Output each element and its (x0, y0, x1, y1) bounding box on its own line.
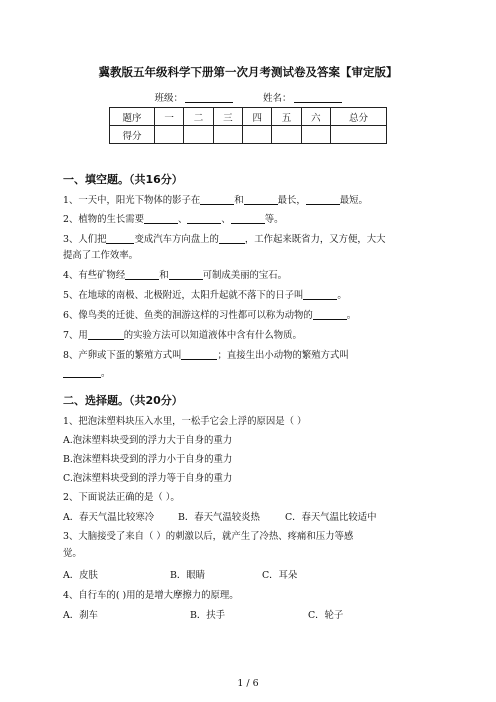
score-header-cell: 六 (301, 108, 330, 126)
name-field: 姓名： (263, 90, 342, 104)
choice-option-b[interactable]: B．扶手 (190, 610, 226, 621)
score-cell[interactable] (213, 126, 242, 144)
choice-option-b[interactable]: B.泡沫塑料块受到的浮力小于自身的重力 (63, 454, 233, 465)
choice-option-b[interactable]: B．眼睛 (170, 570, 206, 581)
choice-question-3: 3、大脑接受了来自（ ）的刺激以后，就产生了冷热、疼痛和压力等感 (63, 531, 354, 542)
score-cell[interactable] (243, 126, 272, 144)
score-header-cell: 五 (272, 108, 301, 126)
score-cell[interactable] (184, 126, 213, 144)
fill-question-1: 1、一天中，阳光下物体的影子在 和 最长， 最短。 (63, 195, 368, 206)
section-2-title: 二、选择题。（共20分） (63, 394, 183, 407)
score-header-cell: 三 (213, 108, 242, 126)
fill-question-5: 5、在地球的南极、北极附近，太阳升起就不落下的日子叫 。 (63, 290, 347, 301)
score-header-cell: 一 (155, 108, 184, 126)
page-number: 1 / 6 (237, 678, 259, 689)
score-cell[interactable] (301, 126, 330, 144)
choice-option-c[interactable]: C．春天气温比较适中 (285, 512, 377, 523)
answer-blank[interactable] (303, 289, 337, 300)
answer-blank[interactable] (313, 309, 347, 320)
student-info (0, 90, 496, 104)
answer-blank[interactable] (63, 367, 101, 378)
score-table-row (110, 126, 387, 144)
score-table (109, 107, 387, 144)
choice-question-3-cont: 觉。 (63, 548, 82, 559)
fill-question-8: 8、产卵或下蛋的繁殖方式叫 ；直接生出小动物的繁殖方式叫 (63, 350, 349, 361)
choice-question-4: 4、自行车的( )用的是增大摩擦力的原理。 (63, 590, 239, 601)
answer-blank[interactable] (144, 213, 178, 224)
fill-question-7: 7、用 的实验方法可以知道液体中含有什么物质。 (63, 330, 302, 341)
answer-blank[interactable] (106, 233, 134, 244)
score-header-cell: 二 (184, 108, 213, 126)
score-cell[interactable] (331, 126, 387, 144)
score-header-cell: 题序 (110, 108, 155, 126)
answer-blank[interactable] (231, 213, 265, 224)
answer-blank[interactable] (88, 329, 124, 340)
answer-blank[interactable] (244, 194, 278, 205)
choice-question-1: 1、把泡沫塑料块压入水里，一松手它会上浮的原因是（ ） (63, 416, 307, 427)
fill-question-2: 2、植物的生长需要 、 、 等。 (63, 214, 284, 225)
choice-option-c[interactable]: C．轮子 (308, 610, 344, 621)
page-title: 冀教版五年级科学下册第一次月考测试卷及答案【审定版】 (98, 65, 398, 79)
answer-blank[interactable] (306, 194, 340, 205)
name-blank[interactable] (294, 92, 342, 103)
score-header-cell: 四 (243, 108, 272, 126)
class-field: 班级： (154, 90, 233, 104)
fill-question-3-cont: 提高了工作效率。 (63, 250, 139, 261)
section-1-title: 一、填空题。（共16分） (63, 173, 183, 186)
answer-blank[interactable] (200, 194, 234, 205)
answer-blank[interactable] (181, 349, 217, 360)
choice-option-c[interactable]: C．耳朵 (262, 570, 298, 581)
choice-option-a[interactable]: A．皮肤 (63, 570, 98, 581)
class-blank[interactable] (185, 92, 233, 103)
score-header-cell: 总分 (331, 108, 387, 126)
fill-question-4: 4、有些矿物经 和 可制成美丽的宝石。 (63, 270, 287, 281)
choice-option-a[interactable]: A．春天气温比较寒冷 (63, 512, 155, 523)
answer-blank[interactable] (187, 213, 221, 224)
answer-blank[interactable] (169, 269, 203, 280)
choice-option-c[interactable]: C.泡沫塑料块受到的浮力等于自身的重力 (63, 473, 233, 484)
choice-option-a[interactable]: A．刹车 (63, 610, 98, 621)
answer-blank[interactable] (219, 233, 245, 244)
choice-question-2: 2、下面说法正确的是（ ）。 (63, 492, 180, 503)
choice-option-a[interactable]: A.泡沫塑料块受到的浮力大于自身的重力 (63, 435, 233, 446)
score-cell[interactable] (272, 126, 301, 144)
answer-blank[interactable] (125, 269, 159, 280)
score-cell[interactable] (155, 126, 184, 144)
score-row-label: 得分 (110, 126, 155, 144)
fill-question-8-cont: 。 (63, 367, 110, 380)
fill-question-3: 3、人们把 变成汽车方向盘上的 ，工作起来既省力，又方便，大大 (63, 234, 386, 245)
choice-option-b[interactable]: B．春天气温较炎热 (178, 512, 260, 523)
fill-question-6: 6、像鸟类的迁徙、鱼类的洄游这样的习性都可以称为动物的 。 (63, 310, 357, 321)
score-table-header-row (110, 108, 387, 126)
